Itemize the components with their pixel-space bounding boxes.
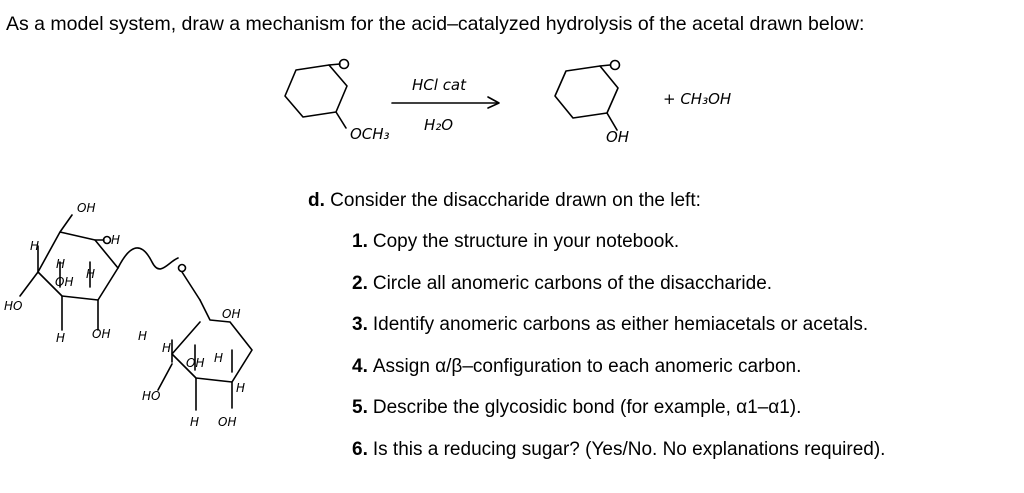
- ring2-oh2: OH: [186, 356, 205, 370]
- ring1-h3: H: [86, 267, 96, 281]
- ring2-h3: H: [214, 351, 224, 365]
- question-item: 6. Is this a reducing sugar? (Yes/No. No explanations required).: [352, 438, 886, 460]
- ring2-h4: H: [236, 381, 246, 395]
- question-list: [352, 230, 885, 480]
- ho-left: HO: [4, 299, 23, 313]
- reactant-ring: [285, 60, 349, 129]
- ring2-h2: H: [162, 341, 172, 355]
- ch2oh-oh: OH: [77, 201, 96, 215]
- part-d-heading: [308, 189, 701, 213]
- ring1-h-bottom: H: [56, 331, 66, 345]
- reaction-scheme: [285, 60, 731, 147]
- ring2-oh3: OH: [218, 415, 237, 429]
- product-oh: OH: [606, 128, 630, 146]
- question-item: 2. Circle all anomeric carbons of the disaccharide.: [352, 272, 773, 294]
- disaccharide-structure: [20, 215, 252, 410]
- byproduct-methanol: + CH₃OH: [663, 90, 732, 108]
- h-left-top: H: [30, 239, 40, 253]
- ring2-ho: HO: [142, 389, 161, 403]
- part-label: d.: [308, 190, 325, 211]
- product-ring: [555, 61, 620, 131]
- ring1-h2: H: [56, 257, 66, 271]
- reagent-h2o: H₂O: [424, 116, 454, 134]
- part-text: Consider the disaccharide drawn on the left:: [330, 190, 701, 211]
- reagent-hcl: HCl cat: [412, 76, 467, 94]
- ring2-oh: OH: [222, 307, 241, 321]
- intro-text: As a model system, draw a mechanism for the acid–catalyzed hydrolysis of the acetal drawn below:: [6, 13, 865, 35]
- question-item: 1. Copy the structure in your notebook.: [352, 231, 680, 252]
- question-item: 3. Identify anomeric carbons as either hemiacetals or acetals.: [352, 314, 869, 336]
- reactant-och3: OCH₃: [350, 125, 390, 143]
- ring1-oh: OH: [55, 275, 74, 289]
- ring1-h-top: H: [111, 233, 121, 247]
- ring2-h5: H: [190, 415, 200, 429]
- ring1-oh-bottom: OH: [92, 327, 111, 341]
- ring2-h1: H: [138, 329, 148, 343]
- question-item: 4. Assign α/β–configuration to each anomeric carbon.: [352, 355, 802, 377]
- question-item: 5. Describe the glycosidic bond (for example, α1–α1).: [352, 397, 802, 419]
